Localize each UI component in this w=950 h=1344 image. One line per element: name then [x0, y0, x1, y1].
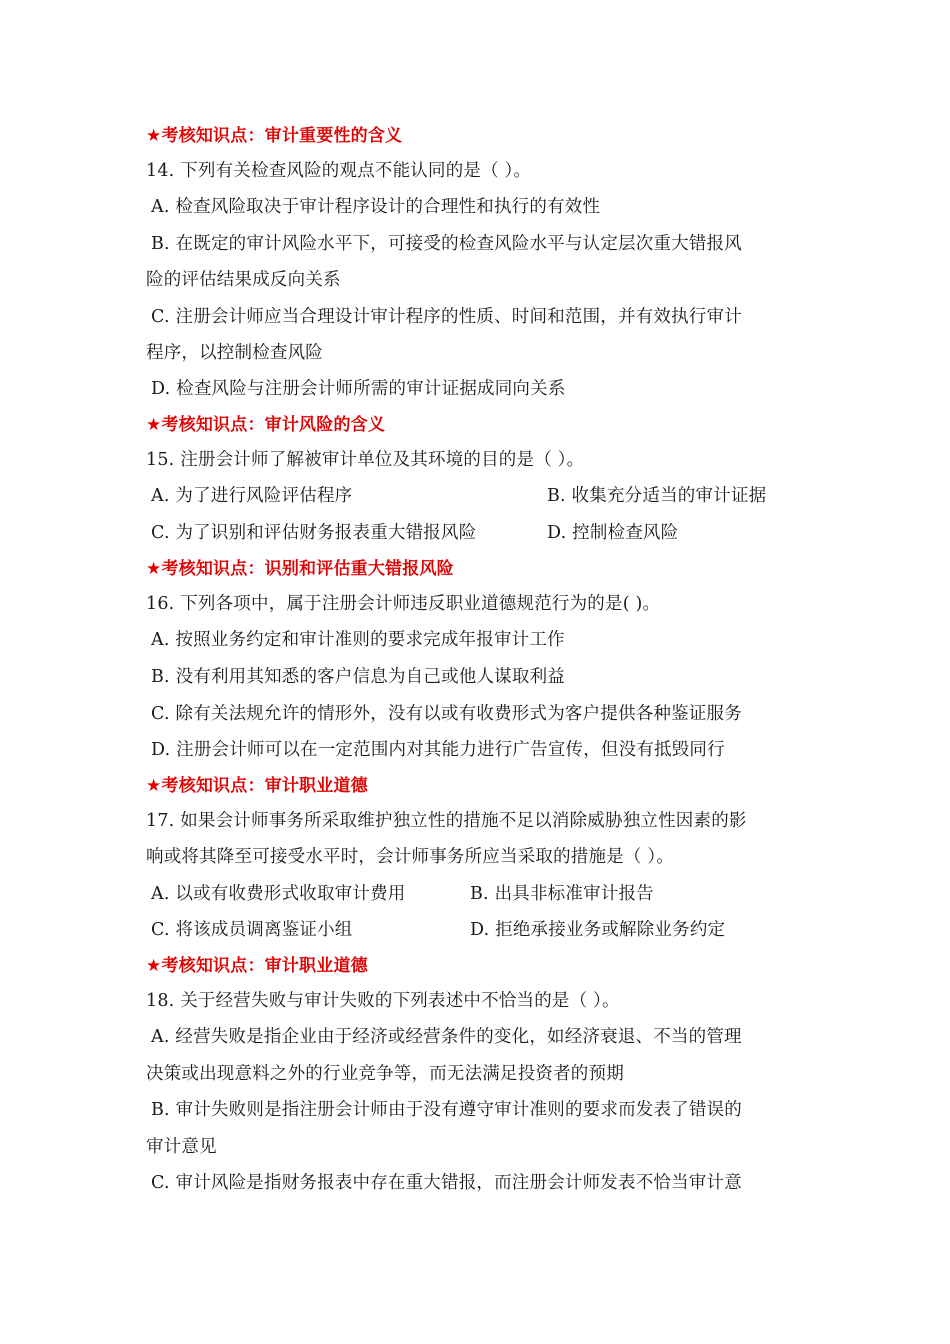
question-18-option-b-cont: 审计意见 [146, 1137, 217, 1157]
question-15-option-d: D. 控制检查风险 [547, 523, 679, 543]
knowledge-point-heading: ★考核知识点：审计风险的含义 [146, 415, 386, 435]
question-15-stem: 15. 注册会计师了解被审计单位及其环境的目的是（ ）。 [146, 450, 585, 470]
question-18-stem: 18. 关于经营失败与审计失败的下列表述中不恰当的是（ ）。 [146, 991, 620, 1011]
knowledge-point-heading: ★考核知识点：审计职业道德 [146, 956, 368, 976]
knowledge-point-heading: ★考核知识点：审计重要性的含义 [146, 126, 403, 146]
question-15-option-b: B. 收集充分适当的审计证据 [547, 486, 767, 506]
question-18-option-a: A. 经营失败是指企业由于经济或经营条件的变化，如经济衰退、不当的管理 [151, 1027, 742, 1047]
question-17-option-d: D. 拒绝承接业务或解除业务约定 [470, 920, 726, 940]
knowledge-point-heading: ★考核知识点：识别和评估重大错报风险 [146, 559, 454, 579]
question-14-option-c-cont: 程序，以控制检查风险 [146, 343, 323, 363]
question-17-option-c: C. 将该成员调离鉴证小组 [151, 920, 353, 940]
question-17-stem-cont: 响或将其降至可接受水平时，会计师事务所应当采取的措施是（ ）。 [146, 847, 675, 867]
question-18-option-b: B. 审计失败则是指注册会计师由于没有遵守审计准则的要求而发表了错误的 [151, 1100, 742, 1120]
question-14-option-b: B. 在既定的审计风险水平下，可接受的检查风险水平与认定层次重大错报风 [151, 234, 742, 254]
question-16-option-c: C. 除有关法规允许的情形外，没有以或有收费形式为客户提供各种鉴证服务 [151, 704, 742, 724]
question-16-option-b: B. 没有利用其知悉的客户信息为自己或他人谋取利益 [151, 667, 565, 687]
question-16-stem: 16. 下列各项中，属于注册会计师违反职业道德规范行为的是( )。 [146, 594, 661, 614]
question-17-option-a: A. 以或有收费形式收取审计费用 [151, 884, 406, 904]
knowledge-point-heading: ★考核知识点：审计职业道德 [146, 776, 368, 796]
question-18-option-a-cont: 决策或出现意料之外的行业竞争等，而无法满足投资者的预期 [146, 1064, 624, 1084]
question-15-option-c: C. 为了识别和评估财务报表重大错报风险 [151, 523, 477, 543]
question-14-option-a: A. 检查风险取决于审计程序设计的合理性和执行的有效性 [151, 197, 601, 217]
question-14-option-b-cont: 险的评估结果成反向关系 [146, 270, 341, 290]
question-17-stem: 17. 如果会计师事务所采取维护独立性的措施不足以消除威胁独立性因素的影 [146, 811, 747, 831]
question-14-option-d: D. 检查风险与注册会计师所需的审计证据成同向关系 [151, 379, 566, 399]
question-18-option-c: C. 审计风险是指财务报表中存在重大错报，而注册会计师发表不恰当审计意 [151, 1173, 742, 1193]
question-16-option-a: A. 按照业务约定和审计准则的要求完成年报审计工作 [151, 630, 565, 650]
question-14-option-c: C. 注册会计师应当合理设计审计程序的性质、时间和范围，并有效执行审计 [151, 307, 742, 327]
question-16-option-d: D. 注册会计师可以在一定范围内对其能力进行广告宣传，但没有抵毁同行 [151, 740, 725, 760]
question-15-option-a: A. 为了进行风险评估程序 [151, 486, 353, 506]
question-14-stem: 14. 下列有关检查风险的观点不能认同的是（ ）。 [146, 161, 532, 181]
question-17-option-b: B. 出具非标准审计报告 [470, 884, 654, 904]
